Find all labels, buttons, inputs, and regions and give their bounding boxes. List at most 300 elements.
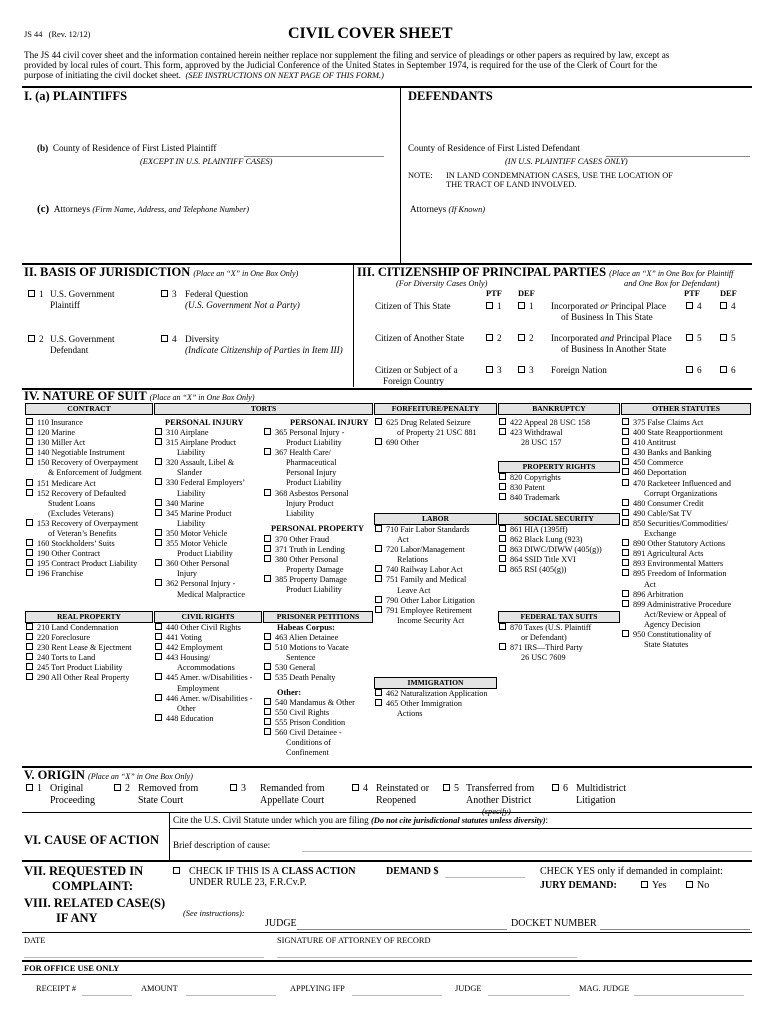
personal-injury-list [155, 428, 245, 600]
suit-option[interactable] [622, 479, 731, 499]
checkbox-icon [499, 483, 506, 490]
suit-option-label: 446 Amer. w/Disabilities - [155, 694, 252, 704]
suit-option[interactable] [264, 698, 355, 708]
suit-option[interactable] [622, 448, 731, 458]
origin-option-5[interactable]: 5 [443, 783, 459, 795]
suit-option[interactable] [155, 633, 252, 643]
mag-judge-field[interactable] [634, 995, 744, 996]
citizen-row1-ptf[interactable]: 1 [486, 301, 502, 312]
suit-option[interactable] [26, 633, 132, 643]
checkbox-icon [499, 555, 506, 562]
suit-option[interactable] [499, 555, 602, 565]
suit-option-continuation: Product Liability [177, 549, 233, 559]
checkbox-icon [622, 600, 629, 607]
suit-option[interactable] [26, 519, 141, 539]
citizen-row1-ptf2[interactable]: 4 [686, 301, 702, 312]
checkbox-icon [622, 519, 629, 526]
suit-option[interactable] [155, 539, 245, 559]
suit-option[interactable] [155, 499, 245, 509]
checkbox-icon [155, 579, 162, 586]
checkbox-icon [155, 499, 162, 506]
suit-option[interactable] [375, 699, 487, 719]
suit-option[interactable] [26, 479, 141, 489]
suit-option[interactable] [622, 458, 731, 468]
checkbox-icon [622, 539, 629, 546]
citizen-row3-ptf2[interactable]: 6 [686, 365, 702, 376]
suit-option[interactable] [155, 458, 245, 478]
citizen-row2-ptf[interactable]: 2 [486, 333, 502, 344]
checkbox-icon [499, 418, 506, 425]
suit-option[interactable] [499, 565, 602, 575]
suit-option-label: 370 Other Fraud [264, 535, 347, 545]
suit-option-continuation: Liability [177, 518, 206, 528]
suit-option[interactable] [26, 428, 141, 438]
note-line-1: IN LAND CONDEMNATION CASES, USE THE LOCATION OF [446, 171, 673, 180]
suit-option-continuation: Relations [397, 555, 428, 565]
suit-option-label: 240 Torts to Land [26, 653, 132, 663]
checkbox-icon [375, 699, 382, 706]
suit-option[interactable] [622, 549, 731, 559]
suit-option[interactable] [26, 448, 141, 458]
class-action-checkbox[interactable]: CHECK IF THIS IS A CLASS ACTION [173, 866, 356, 878]
header-civil-rights: CIVIL RIGHTS [154, 611, 262, 623]
checkbox-icon [443, 784, 450, 791]
citizen-another-state: Citizen of Another State [375, 333, 465, 343]
contract-list [26, 418, 141, 580]
checkbox-icon [26, 643, 33, 650]
checkbox-icon [26, 653, 33, 660]
suit-option[interactable] [499, 473, 561, 483]
suit-option-label: 367 Health Care/ [264, 448, 349, 458]
suit-option[interactable] [375, 438, 477, 448]
suit-option-label: 751 Family and Medical [375, 575, 475, 585]
suit-option-label: 410 Antitrust [622, 438, 731, 448]
rule-split-6 [169, 812, 170, 860]
suit-option[interactable] [264, 633, 349, 643]
date-label: DATE [24, 936, 46, 945]
suit-option[interactable] [264, 728, 355, 758]
page-title: CIVIL COVER SHEET [288, 25, 453, 42]
checkbox-icon [686, 881, 693, 888]
jurisdiction-option-3[interactable]: 3 [161, 289, 177, 300]
applying-ifp-label: APPLYING IFP [290, 984, 345, 993]
suit-option[interactable] [499, 483, 561, 493]
suit-option[interactable] [622, 428, 731, 438]
checkbox-icon [622, 559, 629, 566]
citizen-row3-def2[interactable]: 6 [720, 365, 736, 376]
checkbox-icon [375, 689, 382, 696]
jurisdiction-option-4-text: Diversity (Indicate Citizenship of Parties in Item III) [185, 334, 343, 355]
checkbox-icon [264, 575, 271, 582]
suit-option-continuation: 26 USC 7609 [521, 653, 566, 663]
suit-option-label: 625 Drug Related Seizure [375, 418, 477, 428]
suit-option[interactable] [622, 569, 731, 589]
checkbox-icon [375, 565, 382, 572]
checkbox-icon [26, 633, 33, 640]
suit-option-label: 871 IRS—Third Party [499, 643, 591, 653]
suit-option-continuation: Liability [177, 488, 206, 498]
brief-description-label: Brief description of cause: [173, 840, 271, 850]
suit-option-continuation: (Excludes Veterans) [48, 508, 114, 518]
suit-option[interactable] [499, 535, 602, 545]
jurisdiction-option-1-text: U.S. Government Plaintiff [50, 289, 115, 310]
jury-yes[interactable]: Yes [641, 880, 667, 892]
suit-option[interactable] [375, 525, 475, 545]
suit-option-continuation: Agency Decision [644, 619, 701, 629]
suit-option-label: 850 Securities/Commodities/ [622, 519, 731, 529]
suit-option-label: 890 Other Statutory Actions [622, 539, 731, 549]
citizen-row3-def[interactable]: 3 [518, 365, 534, 376]
suit-option[interactable] [155, 694, 252, 714]
checkbox-icon [155, 509, 162, 516]
suit-option[interactable] [375, 545, 475, 565]
suit-option[interactable] [375, 606, 475, 626]
suit-option[interactable] [264, 673, 349, 683]
suit-option-label: 190 Other Contract [26, 549, 141, 559]
suit-option[interactable] [264, 545, 347, 555]
checkbox-icon [26, 623, 33, 630]
suit-option-label: 480 Consumer Credit [622, 499, 731, 509]
suit-option-continuation: & Enforcement of Judgment [48, 468, 142, 478]
docket-number-label: DOCKET NUMBER [511, 918, 597, 929]
suit-option[interactable] [264, 555, 347, 575]
checkbox-icon [622, 549, 629, 556]
mag-judge-label: MAG. JUDGE [579, 984, 630, 993]
suit-option[interactable] [499, 428, 590, 448]
suit-option-continuation: Leave Act [397, 585, 431, 595]
suit-option[interactable] [155, 509, 245, 529]
jurisdiction-option-1[interactable]: 1 [28, 289, 44, 300]
suit-option[interactable] [375, 565, 475, 575]
related-judge-field[interactable] [297, 929, 507, 930]
citizen-row2-desc: Incorporated and Principal Place of Business In Another State [551, 333, 672, 354]
checkbox-icon [155, 458, 162, 465]
checkbox-icon [622, 468, 629, 475]
suit-option-continuation: Pharmaceutical [286, 458, 337, 468]
suit-option-label: 870 Taxes (U.S. Plaintiff [499, 623, 591, 633]
suit-option-label: 400 State Reapportionment [622, 428, 731, 438]
suit-option[interactable] [155, 653, 252, 673]
checkbox-icon [375, 525, 382, 532]
demand-field[interactable] [445, 877, 525, 878]
suit-option-label: 445 Amer. w/Disabilities - [155, 673, 252, 683]
brief-description-field[interactable] [302, 851, 752, 852]
real-property-list [26, 623, 132, 684]
suit-option-continuation: Actions [397, 709, 423, 719]
office-judge-field[interactable] [488, 995, 570, 996]
suit-option-continuation: Other [177, 703, 196, 713]
suit-option[interactable] [264, 575, 347, 595]
checkbox-icon [26, 569, 33, 576]
suit-option[interactable] [264, 428, 349, 448]
suit-option-label: 450 Commerce [622, 458, 731, 468]
suit-option[interactable] [155, 714, 252, 724]
docket-number-field[interactable] [600, 929, 750, 930]
checkbox-icon [155, 714, 162, 721]
suit-option[interactable] [622, 509, 731, 519]
suit-option-label: 362 Personal Injury - [155, 579, 245, 589]
applying-ifp-field[interactable] [352, 995, 442, 996]
suit-option[interactable] [264, 535, 347, 545]
origin-option-4[interactable]: 4 [352, 783, 368, 795]
suit-option[interactable] [26, 569, 141, 579]
suit-option-label: 740 Railway Labor Act [375, 565, 475, 575]
suit-option[interactable] [622, 468, 731, 478]
suit-option-label: 150 Recovery of Overpayment [26, 458, 141, 468]
suit-option-label: 315 Airplane Product [155, 438, 245, 448]
checkbox-icon [114, 784, 121, 791]
suit-option-continuation: Employment [177, 683, 220, 693]
suit-option[interactable] [622, 438, 731, 448]
suit-option-label: 380 Other Personal [264, 555, 347, 565]
receipt-label: RECEIPT # [36, 984, 77, 993]
header-bankruptcy: BANKRUPTCY [498, 403, 620, 415]
personal-injury-list-2 [264, 428, 349, 519]
suit-option[interactable] [499, 418, 590, 428]
suit-option-continuation: or Defendant) [521, 633, 567, 643]
suit-option-label: 110 Insurance [26, 418, 141, 428]
origin-option-6[interactable]: 6 [552, 783, 568, 795]
header-other-statutes: OTHER STATUTES [621, 403, 751, 415]
other-heading: Other: [277, 688, 302, 697]
suit-option[interactable] [375, 418, 477, 438]
checkbox-icon [26, 448, 33, 455]
checkbox-icon [264, 448, 271, 455]
jurisdiction-option-2[interactable]: 2 [28, 334, 44, 345]
office-judge-label: JUDGE [455, 984, 482, 993]
suit-option[interactable] [155, 478, 245, 498]
suit-option-label: 365 Personal Injury - [264, 428, 349, 438]
suit-option[interactable] [155, 643, 252, 653]
nature-of-suit-heading: IV. NATURE OF SUIT (Place an “X” in One Box Only) [24, 389, 255, 403]
suit-option-label: 152 Recovery of Defaulted [26, 489, 141, 499]
suit-option[interactable] [155, 428, 245, 438]
header-labor: LABOR [374, 513, 497, 525]
suit-option[interactable] [26, 418, 141, 428]
checkbox-icon [622, 569, 629, 576]
citizen-row2-ptf2[interactable]: 5 [686, 333, 702, 344]
suit-option[interactable] [26, 623, 132, 633]
suit-option-continuation: Conditions of [286, 738, 331, 748]
suit-option-label: 330 Federal Employers’ [155, 478, 245, 488]
amount-label: AMOUNT [141, 984, 178, 993]
rule-6b[interactable] [169, 828, 752, 829]
checkbox-icon [486, 334, 493, 341]
intro-line-3: purpose of initiating the civil docket sheet. (SEE INSTRUCTIONS ON NEXT PAGE OF THIS FORM.) [24, 70, 384, 80]
suit-option[interactable] [375, 575, 475, 595]
checkbox-icon [161, 290, 168, 297]
suit-option-label: 196 Franchise [26, 569, 141, 579]
suit-option-label: 230 Rent Lease & Ejectment [26, 643, 132, 653]
amount-field[interactable] [186, 995, 276, 996]
checkbox-icon [264, 535, 271, 542]
checkbox-icon [622, 438, 629, 445]
suit-option[interactable] [499, 623, 591, 643]
suit-option[interactable] [375, 689, 487, 699]
receipt-field[interactable] [82, 995, 132, 996]
cause-of-action-heading: VI. CAUSE OF ACTION [24, 833, 159, 847]
habeas-list [264, 633, 349, 683]
checkbox-icon [155, 633, 162, 640]
signature-field[interactable] [277, 957, 577, 958]
checkbox-icon [499, 535, 506, 542]
citizen-foreign: Citizen or Subject of a Foreign Country [375, 365, 458, 386]
checkbox-icon [26, 438, 33, 445]
cite-statute-label: Cite the U.S. Civil Statute under which you are filing (Do not cite jurisdictional statutes unless diversity): [173, 815, 549, 825]
rule-split-1 [400, 87, 401, 263]
suit-option[interactable] [264, 663, 349, 673]
checkbox-icon [375, 596, 382, 603]
suit-option[interactable] [622, 630, 731, 650]
suit-option[interactable] [622, 499, 731, 509]
date-field[interactable] [24, 957, 264, 958]
citizenship-heading: III. CITIZENSHIP OF PRINCIPAL PARTIES (Place an “X” in One Box for Plaintiff [357, 265, 734, 279]
suit-option[interactable] [264, 448, 349, 488]
header-contract: CONTRACT [25, 403, 153, 415]
suit-option[interactable] [26, 643, 132, 653]
intro-line-1: The JS 44 civil cover sheet and the information contained herein neither replace nor supplement the filing and service of pleadings or other papers as required by law, except as [24, 50, 670, 60]
citizen-row1-def[interactable]: 1 [518, 301, 534, 312]
suit-option-label: 360 Other Personal [155, 559, 245, 569]
requested-heading: VII. REQUESTED IN [24, 864, 144, 878]
checkbox-icon [622, 509, 629, 516]
suit-option[interactable] [264, 643, 349, 663]
suit-option-continuation: Act/Review or Appeal of [644, 609, 727, 619]
suit-option-continuation: Liability [286, 508, 315, 518]
defendant-county-note: (IN U.S. PLAINTIFF CASES ONLY) [505, 157, 628, 166]
habeas-heading: Habeas Corpus: [277, 623, 335, 632]
suit-option-continuation: Product Liability [286, 438, 342, 448]
suit-option[interactable] [155, 673, 252, 693]
checkbox-icon [264, 728, 271, 735]
suit-option[interactable] [26, 663, 132, 673]
suit-option[interactable] [26, 559, 141, 569]
suit-option[interactable] [622, 418, 731, 428]
suit-option-continuation: of Veteran’s Benefits [48, 529, 117, 539]
civil-rights-list [155, 623, 252, 724]
suit-option[interactable] [264, 718, 355, 728]
rule-9 [22, 960, 752, 962]
suit-option[interactable] [499, 643, 591, 663]
if-any-heading: IF ANY [56, 911, 98, 925]
citizen-row2-def2[interactable]: 5 [720, 333, 736, 344]
suit-option[interactable] [26, 673, 132, 683]
origin-option-2[interactable]: 2 [114, 783, 130, 795]
suit-option-continuation: Income Security Act [397, 615, 465, 625]
origin-option-2-text: Removed from State Court [138, 783, 199, 806]
checkbox-icon [161, 335, 168, 342]
suit-option-label: 864 SSID Title XVI [499, 555, 602, 565]
checkbox-icon [264, 718, 271, 725]
suit-option[interactable] [264, 489, 349, 519]
federal-tax-list [499, 623, 591, 663]
suit-option-label: 442 Employment [155, 643, 252, 653]
checkbox-icon [720, 334, 727, 341]
rule-10 [22, 974, 752, 975]
header-property-rights: PROPERTY RIGHTS [498, 461, 620, 473]
checkbox-icon [155, 529, 162, 536]
suit-option[interactable] [26, 549, 141, 559]
ptf-header: PTF [486, 289, 502, 298]
suit-option[interactable] [155, 529, 245, 539]
suit-option[interactable] [622, 559, 731, 569]
suit-option[interactable] [155, 438, 245, 458]
suit-option[interactable] [375, 596, 475, 606]
jury-no[interactable]: No [686, 880, 709, 892]
suit-option-label: 385 Property Damage [264, 575, 347, 585]
citizen-row2-def[interactable]: 2 [518, 333, 534, 344]
checkbox-icon [264, 708, 271, 715]
suit-option[interactable] [26, 539, 141, 549]
checkbox-icon [518, 302, 525, 309]
rule-split-2 [353, 264, 354, 387]
suit-option[interactable] [622, 519, 731, 539]
suit-option[interactable] [264, 708, 355, 718]
suit-option[interactable] [26, 489, 141, 519]
checkbox-icon [26, 663, 33, 670]
suit-option[interactable] [26, 458, 141, 478]
suit-option[interactable] [155, 623, 252, 633]
origin-option-1[interactable]: 1 [26, 783, 42, 795]
suit-option-label: 340 Marine [155, 499, 245, 509]
suit-option[interactable] [499, 545, 602, 555]
suit-option-label: 820 Copyrights [499, 473, 561, 483]
suit-option[interactable] [26, 653, 132, 663]
suit-option-label: 950 Constitutionality of [622, 630, 731, 640]
suit-option[interactable] [622, 539, 731, 549]
suit-option-label: 355 Motor Vehicle [155, 539, 245, 549]
suit-option-label: 430 Banks and Banking [622, 448, 731, 458]
suit-option-label: 862 Black Lung (923) [499, 535, 602, 545]
checkbox-icon [622, 448, 629, 455]
origin-option-5-text: Transferred from Another District (specify) [466, 783, 535, 816]
checkbox-icon [264, 698, 271, 705]
citizen-row1-def2[interactable]: 4 [720, 301, 736, 312]
suit-option[interactable] [155, 559, 245, 579]
see-instructions-label: (See instructions): [183, 909, 245, 918]
suit-option[interactable] [622, 590, 731, 600]
suit-option[interactable] [622, 600, 731, 630]
suit-option[interactable] [499, 493, 561, 503]
plaintiff-attorneys-label: (c) Attorneys (Firm Name, Address, and Telephone Number) [37, 203, 250, 215]
origin-heading: V. ORIGIN (Place an “X” in One Box Only) [24, 768, 193, 782]
origin-option-3[interactable]: 3 [230, 783, 246, 795]
suit-option-label: 895 Freedom of Information [622, 569, 731, 579]
jury-demand-label: JURY DEMAND: [540, 880, 617, 891]
personal-property-heading: PERSONAL PROPERTY [271, 524, 365, 533]
citizenship-diversity-note: (For Diversity Cases Only) [396, 279, 488, 288]
suit-option-label: 130 Miller Act [26, 438, 141, 448]
suit-option-label: 320 Assault, Libel & [155, 458, 245, 468]
suit-option[interactable] [26, 438, 141, 448]
suit-option-label: 371 Truth in Lending [264, 545, 347, 555]
suit-option-label: 530 General [264, 663, 349, 673]
immigration-list [375, 689, 487, 719]
suit-option-continuation: Injury Product [286, 498, 334, 508]
checkbox-icon [155, 428, 162, 435]
suit-option[interactable] [499, 525, 602, 535]
citizen-row3-ptf[interactable]: 3 [486, 365, 502, 376]
checkbox-icon [720, 366, 727, 373]
suit-option-continuation: of Property 21 USC 881 [397, 428, 477, 438]
suit-option-continuation: Property Damage [286, 565, 344, 575]
suit-option-label: 720 Labor/Management [375, 545, 475, 555]
checkbox-icon [375, 545, 382, 552]
checkbox-icon [155, 673, 162, 680]
related-cases-heading: VIII. RELATED CASE(S) [24, 896, 166, 910]
jurisdiction-option-4[interactable]: 4 [161, 334, 177, 345]
suit-option[interactable] [155, 579, 245, 599]
